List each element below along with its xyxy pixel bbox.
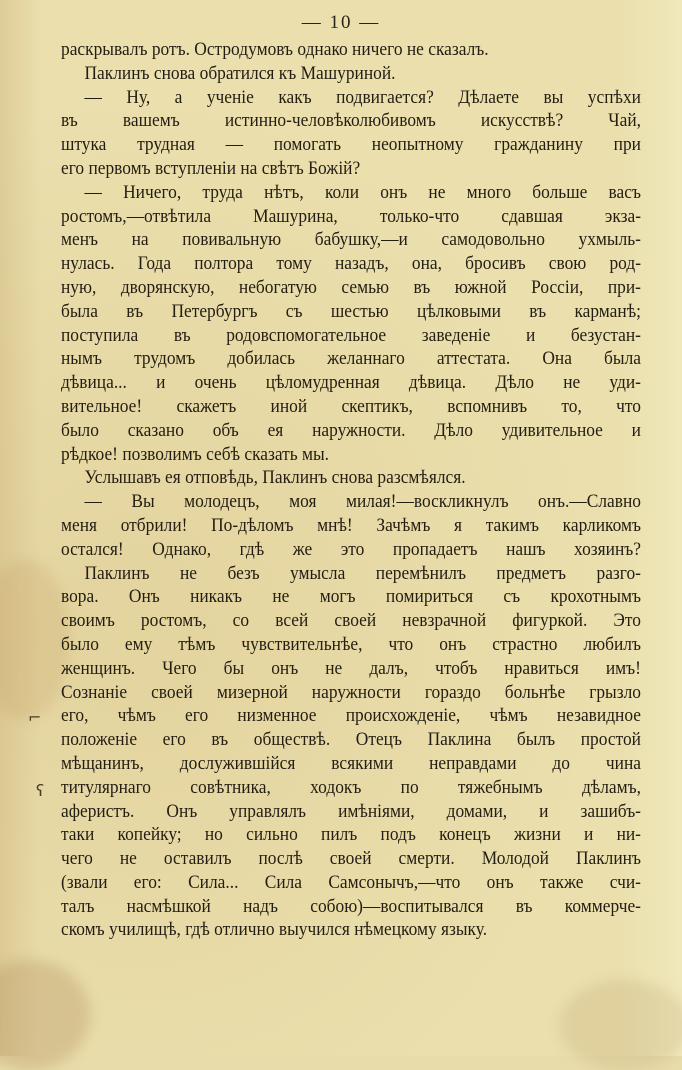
text-line: Паклинъ не безъ умысла перемѣнилъ предметъ разго- — [84, 563, 641, 584]
text-line: ростомъ,—отвѣтила Машурина, только-что сдавшая экза- — [61, 206, 641, 227]
text-line: — Вы молодецъ, моя милая!—воскликнулъ онъ.—Славно — [84, 492, 641, 513]
text-line: меня отбрили! По-дѣломъ мнѣ! Зачѣмъ я такимъ карликомъ — [61, 515, 641, 536]
margin-pencil-mark: ʕ — [36, 781, 45, 800]
paper-stain — [0, 960, 90, 1070]
text-line: нулась. Года полтора тому назадъ, она, бросивъ свою род- — [61, 254, 641, 275]
margin-pencil-mark: ⌐ — [28, 708, 42, 727]
text-line: было ему тѣмъ чувствительнѣе, что онъ страстно любилъ — [61, 634, 641, 655]
text-line: нымъ трудомъ добилась желаннаго аттестата. Она была — [61, 349, 641, 370]
text-line: положеніе его въ обществѣ. Отецъ Паклина былъ простой — [61, 730, 641, 751]
text-line: въ вашемъ истинно-человѣколюбивомъ искусствѣ? Чай, — [61, 111, 641, 132]
text-line: поступила въ родовспомогательное заведеніе и безустан- — [61, 325, 641, 346]
text-line: аферистъ. Онъ управлялъ имѣніями, домами, и зашибъ- — [61, 801, 641, 822]
text-line: чего не оставилъ послѣ своей смерти. Молодой Паклинъ — [61, 849, 641, 870]
text-line: рѣдкое! позволимъ себѣ сказать мы. — [61, 444, 330, 465]
text-line: вительное! скажетъ иной скептикъ, вспомнивъ то, что — [61, 396, 641, 417]
text-line: талъ насмѣшкой надъ собою)—воспитывался въ коммерче- — [61, 896, 641, 917]
text-line: его первомъ вступленіи на свѣтъ Божій? — [61, 158, 361, 179]
text-line: Паклинъ снова обратился къ Машуриной. — [84, 63, 396, 84]
text-line: менъ на повивальную бабушку,—и самодовольно ухмыль- — [61, 230, 641, 251]
text-line: — Ничего, труда нѣтъ, коли онъ не много больше васъ — [84, 182, 641, 203]
text-line: Услышавъ ея отповѣдь, Паклинъ снова разсмѣялся. — [84, 468, 466, 489]
text-line: дѣвица... и очень цѣломудренная дѣвица. Дѣло не уди- — [61, 373, 641, 394]
text-line: остался! Однако, гдѣ же это пропадаетъ нашъ хозяинъ? — [61, 539, 641, 560]
paper-stain — [0, 560, 70, 720]
text-line: титулярнаго совѣтника, ходокъ по тяжебнымъ дѣламъ, — [61, 777, 641, 798]
text-line: ную, дворянскую, небогатую семью въ южной Россіи, при- — [61, 277, 641, 298]
body-text — [61, 39, 641, 943]
text-line: раскрывалъ ротъ. Остродумовъ однако ничего не сказалъ. — [61, 40, 489, 60]
text-line: женщинъ. Чего бы онъ не далъ, чтобъ нравиться имъ! — [61, 658, 641, 679]
text-line: вора. Онъ никакъ не могъ помириться съ крохотнымъ — [61, 587, 641, 608]
text-line: его, чѣмъ его низменное происхожденіе, чѣмъ незавидное — [61, 706, 641, 727]
text-line: скомъ училищѣ, гдѣ отлично выучился нѣмецкому языку. — [61, 920, 488, 941]
text-line: было сказано объ ея наружности. Дѣло удивительное и — [61, 420, 641, 441]
page-number: — 10 — — [301, 12, 381, 33]
text-line: — Ну, а ученіе какъ подвигается? Дѣлаете вы успѣхи — [84, 87, 641, 108]
text-line: мѣщанинъ, дослужившійся всякими неправдами до чина — [61, 753, 641, 774]
text-line: таки копейку; но сильно пилъ подъ конецъ жизни и ни- — [61, 825, 641, 846]
text-line: штука трудная — помогать неопытному гражданину при — [61, 135, 641, 156]
text-line: своимъ ростомъ, со всей своей невзрачной фигуркой. Это — [61, 611, 641, 632]
paper-stain — [560, 980, 682, 1070]
text-line: была въ Петербургъ съ шестью цѣлковыми въ карманѣ; — [61, 301, 641, 322]
text-line: Сознаніе своей мизерной наружности гораздо больнѣе грызло — [61, 682, 641, 703]
text-line: (звали его: Сила... Сила Самсонычъ,—что онъ также счи- — [61, 872, 641, 893]
